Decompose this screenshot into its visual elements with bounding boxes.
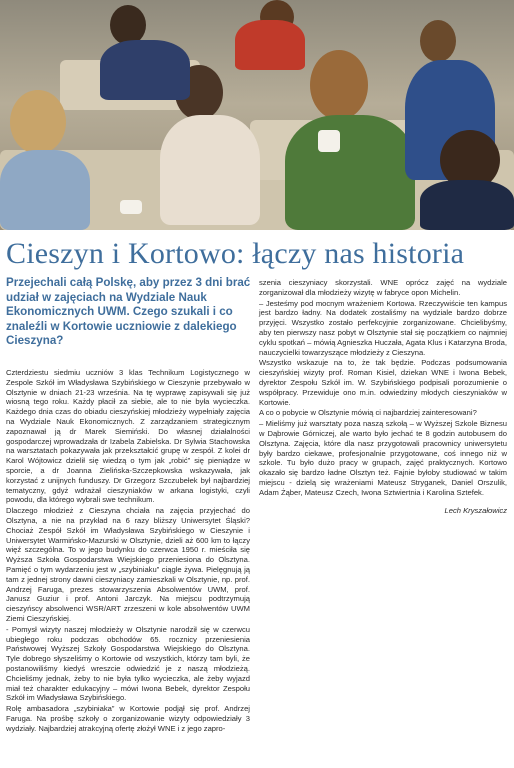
article-photo <box>0 0 514 230</box>
author-signature: Lech Kryszałowicz <box>444 505 507 515</box>
paragraph: – Jesteśmy pod mocnym wrażeniem Kortowa. Rzeczywiście ten kampus jest bardzo ładny. Na dodatek zostaliśmy na wydziale bardzo dobrze przyjęci. Wszystko zostało perfekcyjnie zorganizowane. Chcielibyśmy, aby ten pierwszy nasz pobyt w Olsztynie stał się początkiem co najmniej cyklu spotkań – mówią Agnieszka Huczała, Agata Klus i Katarzyna Broda, nauczycielki towarzyszące młodzieży z Cieszyna. <box>259 298 507 357</box>
paragraph: Rolę ambasadora „szybiniaka” w Kortowie podjął się prof. Andrzej Faruga. Na prośbę szkoły o zorganizowanie wizyty odpowiedziały 3 wydziały. Najbardziej atrakcyjną ofertę złożył WNE i z jego zapro- <box>6 704 250 733</box>
article-title: Cieszyn i Kortowo: łączy nas historia <box>6 237 465 270</box>
right-column <box>259 278 507 516</box>
paragraph: – Mieliśmy już warsztaty poza naszą szkołą – w Wyższej Szkole Biznesu w Dąbrowie Górniczej, ale warto było jechać te 8 godzin autobusem do Olsztyna. Zajęcia, które dla nasz przygotowali pracownicy uniwersytetu były bardzo ciekawe, profesjonalnie przygotowane, coś innego niż w szkole. Tu było dużo pracy w grupach, zajęć praktycznych. Kortowo okazało się bardzo ładne Olsztyn też. Fajnie byłoby studiować w takim miejscu - dzielą się wrażeniami Mateusz Stryganek, Daniel Orszulik, Adam Żąber, Mateusz Czech, Iwona Sztwiertnia i Karolina Sztefek. <box>259 419 507 497</box>
left-column <box>6 368 250 734</box>
paragraph: szenia cieszyniacy skorzystali. WNE oprócz zajęć na wydziale zorganizował dla młodzieży wizytę w fabryce opon Michelin. <box>259 278 507 297</box>
paragraph: Dlaczego młodzież z Cieszyna chciała na zajęcia przyjechać do Olsztyna, a nie na przykład na 6 razy bliższy Uniwersytet Śląski? Chociaż Zespół Szkół im Władysława Szybińskiego w Cieszynie i Uniwersytet Warmińsko-Mazurski w Olsztynie, dzieli aż 600 km to łączy więź szczególna. To w jego budynku do czerwca 1950 r. mieściła się Wyższa Szkoła Gospodarstwa Wiejskiego przeniesiona do Olsztyna. Pamięć o tym wydarzeniu jest w „szybiniaku” ciągle żywa. Pielęgnują ją tam z jednej strony dawni cieszyniacy zamieszkali w Olsztynie, np. prof. Andrzej Faruga, prezes stowarzyszenia Absolwentów UWM, prof. Janusz Guziur i prof. Antoni Jarczyk. Na miejscu podtrzymują cieszyńscy absolwenci WSR/ART zrzeszeni w kole absolwentów UWM Ziemi Cieszyńskiej. <box>6 506 250 623</box>
paragraph: - Pomysł wizyty naszej młodzieży w Olsztynie narodził się w czerwcu ubiegłego roku podczas obchodów 65. rocznicy przeniesienia Państwowej Wyższej Szkoły Gospodarstwa Wiejskiego do Olsztyna. Tyle dobrego słyszeliśmy o Kortowie od wszystkich, którzy tam byli, że postanowiliśmy kiedyś wreszcie odwiedzić je z naszą młodzieżą. Chcieliśmy jednak, żeby to nie była tylko wycieczka, ale żeby wyjazd miał też charakter edukacyjny – mówi Iwona Bebek, dyrektor Zespołu Szkół im Władysława Szybińskiego. <box>6 624 250 703</box>
paragraph: Czterdziestu siedmiu uczniów 3 klas Technikum Logistycznego w Zespole Szkół im Władysława Szybińskiego w Cieszynie przebywało w Olsztynie w dniach 21-23 września. Na tę wyprawę zapisywali się już wiosną tego roku. Każdy płacił za siebie, ale to nie była wycieczka. Każdego dnia czas do obiadu cieszyńskiej młodzieży wypełniały zajęcia na Wydziale Nauk Ekonomicznych. Z zarządzaniem strategicznym zapoznawał ją dr Marek Siemiński. Do własnej działalności gospodarczej wprowadzała dr Izabela Zabielska. Dr Sylwia Stachowska na warsztatach pokazywała jak przekształcić grupę w zespół. Z kolei dr Karol Wójtowicz dzielił się wiedzą o tym jak „robić” się pieniądze w sporcie, a dr Joanna Zielińska-Szczepkowska wskazywała, jak korzystać z unijnych funduszy. Dr Grzegorz Szczubełek był najbardziej tematyczny, gdyż wdrażał cieszyniaków w arkana logistyki, czyli powodu, dla którego wybrali swe technikum. <box>6 368 250 505</box>
paragraph: Wszystko wskazuje na to, że tak będzie. Podczas podsumowania cieszyńskiej wizyty prof. Roman Kisiel, dziekan WNE i Iwona Bebek, dyrektor Zespołu Szkół im. W. Szybińskiego podpisali porozumienie o współpracy. Przewiduje ono m.in. odwiedziny młodych cieszyniaków w Kortowie. <box>259 358 507 407</box>
article-lead: Przejechali całą Polskę, aby przez 3 dni brać udział w zajęciach na Wydziale Nauk Ekonomicznych UWM. Czego szukali i co znaleźli w Kortowie uczniowie z dalekiego Cieszyna? <box>6 276 251 348</box>
paragraph: A co o pobycie w Olsztynie mówią ci najbardziej zainteresowani? <box>259 408 477 418</box>
